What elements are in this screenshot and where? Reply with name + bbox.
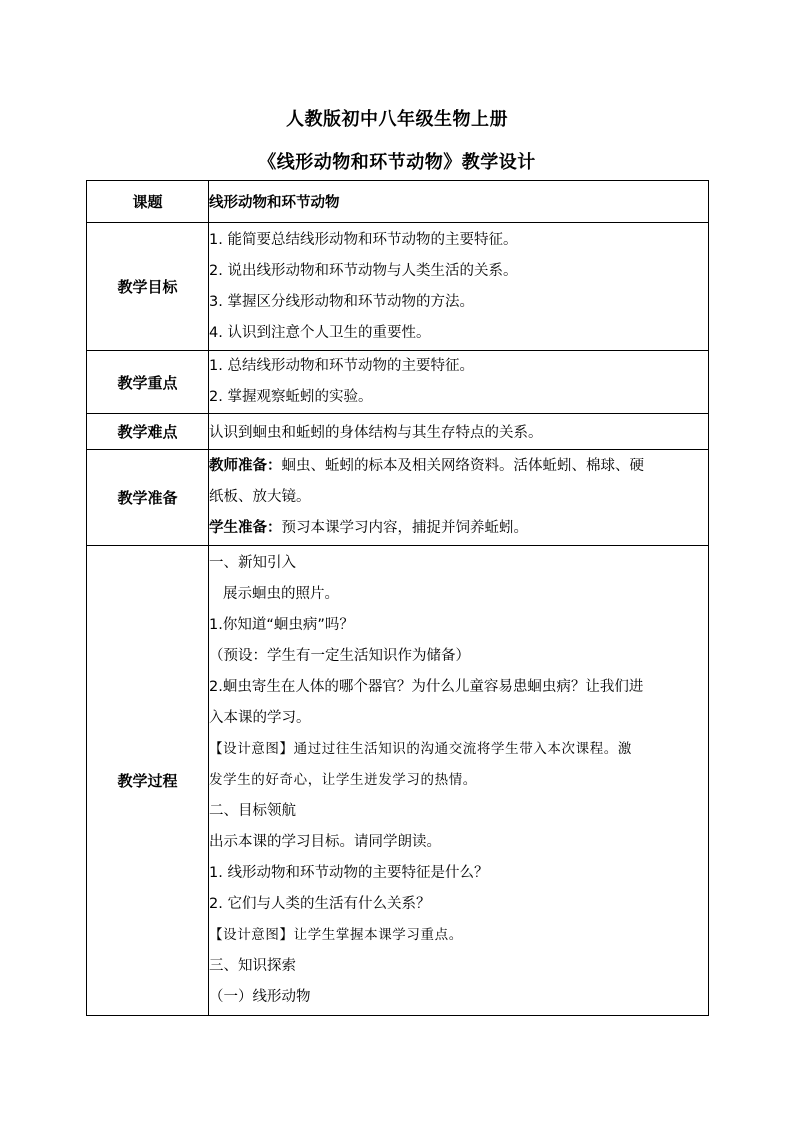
process-line: 出示本课的学习目标。请同学朗读。 <box>209 834 441 850</box>
teacher-preparation-label: 教师准备： <box>209 458 282 474</box>
lesson-plan-table <box>86 180 709 1016</box>
student-preparation-text: 预习本课学习内容，捕捉并饲养蚯蚓。 <box>281 520 528 536</box>
process-line-design-intent: 发学生的好奇心，让学生迸发学习的热情。 <box>209 772 477 788</box>
table-row-preparation <box>87 450 709 546</box>
table-row-key-points <box>87 351 709 414</box>
row-label-objectives: 教学目标 <box>87 223 209 351</box>
process-line: 展示蛔虫的照片。 <box>223 586 339 602</box>
objective-item: 2. 说出线形动物和环节动物与人类生活的关系。 <box>209 262 518 279</box>
process-line: （预设：学生有一定生活知识作为储备） <box>209 648 470 664</box>
process-line: 1.你知道“蛔虫病”吗？ <box>209 617 354 633</box>
table-row-process <box>87 546 709 1016</box>
process-line-design-intent: 【设计意图】通过过往生活知识的沟通交流将学生带入本次课程。激 <box>209 741 632 757</box>
row-label-key-points: 教学重点 <box>87 351 209 414</box>
process-line-design-intent: 【设计意图】让学生掌握本课学习重点。 <box>209 927 463 943</box>
process-line: 一、新知引入 <box>209 555 296 571</box>
process-line: 二、目标领航 <box>209 803 296 819</box>
objectives-cell <box>209 223 709 351</box>
teacher-preparation-text-continued: 纸板、放大镜。 <box>209 489 311 505</box>
objective-item: 4. 认识到注意个人卫生的重要性。 <box>209 324 431 341</box>
document-subtitle: 《线形动物和环节动物》教学设计 <box>258 152 536 173</box>
process-line: 2. 它们与人类的生活有什么关系？ <box>209 896 431 912</box>
topic-value: 线形动物和环节动物 <box>209 181 709 223</box>
process-line: （一）线形动物 <box>209 989 311 1005</box>
difficulties-value: 认识到蛔虫和蚯蚓的身体结构与其生存特点的关系。 <box>209 414 709 450</box>
key-point-item: 1. 总结线形动物和环节动物的主要特征。 <box>209 358 474 374</box>
process-line: 三、知识探索 <box>209 958 296 974</box>
process-line: 入本课的学习。 <box>209 710 311 726</box>
process-line: 2.蛔虫寄生在人体的哪个器官？为什么儿童容易患蛔虫病？让我们进 <box>209 679 644 695</box>
student-preparation-label: 学生准备： <box>209 520 282 536</box>
table-row-objectives <box>87 223 709 351</box>
objective-item: 1. 能简要总结线形动物和环节动物的主要特征。 <box>209 231 518 248</box>
key-point-item: 2. 掌握观察蚯蚓的实验。 <box>209 389 373 405</box>
process-cell <box>209 546 709 1016</box>
key-points-cell <box>209 351 709 414</box>
process-line: 1. 线形动物和环节动物的主要特征是什么？ <box>209 865 489 881</box>
teacher-preparation-line <box>209 451 708 482</box>
student-preparation-line <box>209 513 708 544</box>
row-label-topic: 课题 <box>87 181 209 223</box>
table-row-topic <box>87 181 709 223</box>
table-row-difficulties <box>87 414 709 450</box>
row-label-process: 教学过程 <box>87 546 209 1016</box>
objective-item: 3. 掌握区分线形动物和环节动物的方法。 <box>209 293 474 310</box>
row-label-preparation: 教学准备 <box>87 450 209 546</box>
preparation-cell <box>209 450 709 546</box>
document-title: 人教版初中八年级生物上册 <box>286 109 508 130</box>
teacher-preparation-text: 蛔虫、蚯蚓的标本及相关网络资料。活体蚯蚓、棉球、硬 <box>281 458 644 474</box>
row-label-difficulties: 教学难点 <box>87 414 209 450</box>
